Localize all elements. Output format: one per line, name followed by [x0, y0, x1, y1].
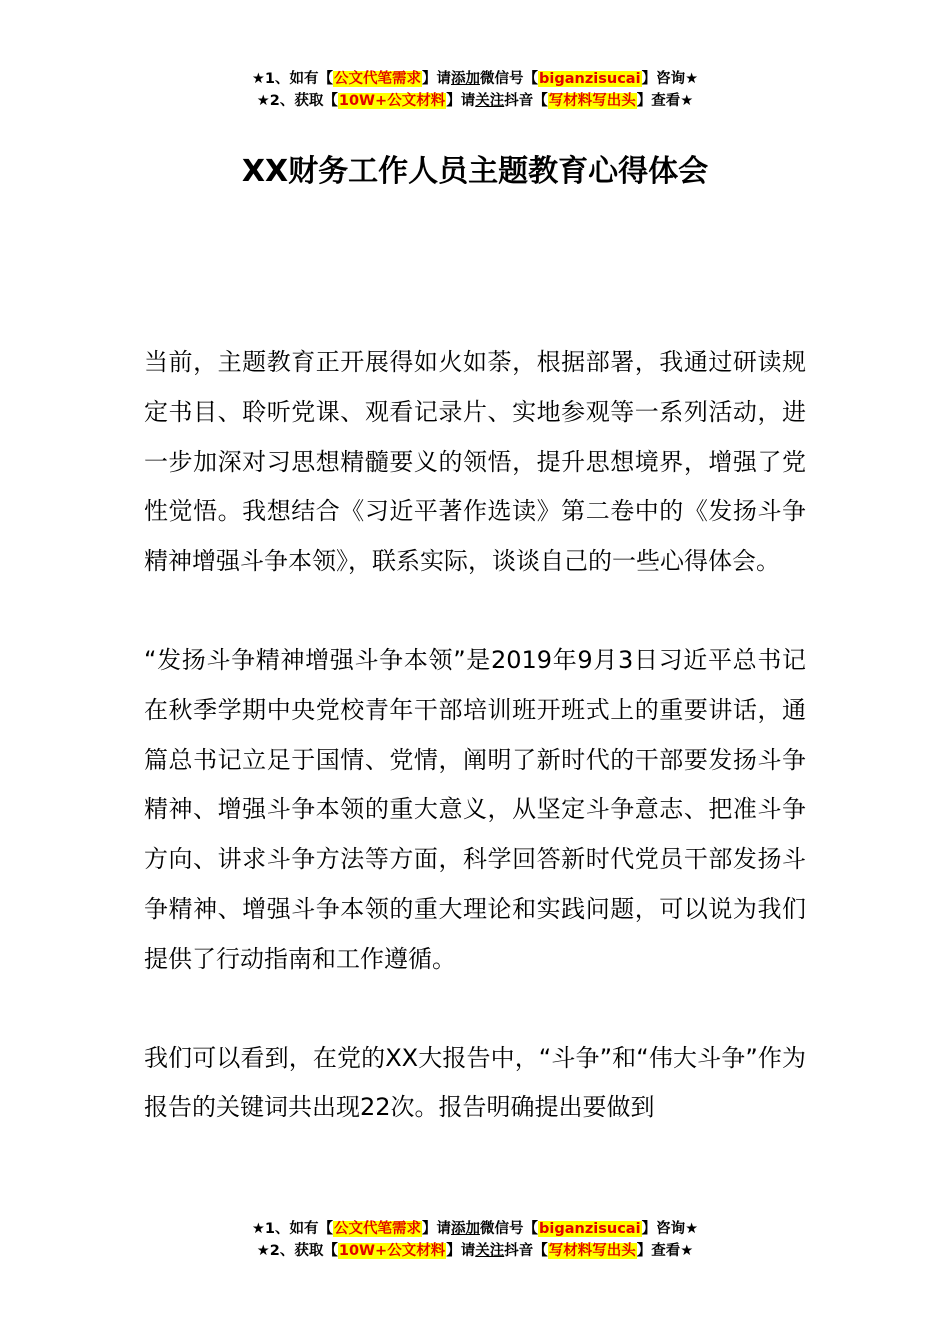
body-paragraph: 我们可以看到，在党的XX大报告中，“斗争”和“伟大斗争”作为报告的关键词共出现22次。报告明确提出要做到	[144, 1043, 806, 1122]
banner-highlight: 公文代笔需求	[334, 1221, 422, 1237]
banner-highlight: 10W+公文材料	[338, 93, 446, 109]
banner-text: 】咨询★	[641, 71, 699, 87]
document-title: XX财务工作人员主题教育心得体会	[241, 154, 709, 189]
banner-text: 】咨询★	[641, 1221, 699, 1237]
banner-text: 】查看★	[636, 1243, 694, 1259]
banner-emphasis: 关注	[475, 93, 505, 109]
banner-text: ★2、获取【	[256, 93, 338, 109]
banner-text: 抖音【	[504, 93, 548, 109]
banner-line-2	[0, 1240, 950, 1262]
banner-highlight: biganzisucai	[539, 71, 641, 87]
document-body	[144, 338, 806, 1182]
banner-text: 微信号【	[480, 71, 539, 87]
footer-banner	[0, 1218, 950, 1262]
banner-text: 】请	[422, 1221, 452, 1237]
banner-text: ★2、获取【	[256, 1243, 338, 1259]
banner-text: 】请	[422, 71, 452, 87]
banner-text: ★1、如有【	[251, 71, 334, 87]
banner-highlight: biganzisucai	[539, 1221, 641, 1237]
banner-text: 】请	[446, 93, 476, 109]
banner-text: 微信号【	[480, 1221, 539, 1237]
body-paragraph: “发扬斗争精神增强斗争本领”是2019年9月3日习近平总书记在秋季学期中央党校青年干部培训班开班式上的重要讲话，通篇总书记立足于国情、党情，阐明了新时代的干部要发扬斗争精神、增强斗争本领的重大意义，从坚定斗争意志、把准斗争方向、讲求斗争方法等方面，科学回答新时代党员干部发扬斗争精神、增强斗争本领的重大理论和实践问题，可以说为我们提供了行动指南和工作遵循。	[144, 645, 806, 973]
banner-emphasis: 添加	[451, 1221, 481, 1237]
header-banner	[0, 68, 950, 112]
banner-highlight: 写材料写出头	[548, 1243, 636, 1259]
banner-line-1	[0, 68, 950, 90]
banner-highlight: 写材料写出头	[548, 93, 636, 109]
banner-text: 】查看★	[636, 93, 694, 109]
banner-emphasis: 添加	[451, 71, 481, 87]
banner-line-1	[0, 1218, 950, 1240]
banner-line-2	[0, 90, 950, 112]
banner-emphasis: 关注	[475, 1243, 505, 1259]
banner-text: 】请	[446, 1243, 476, 1259]
banner-highlight: 公文代笔需求	[334, 71, 422, 87]
banner-text: ★1、如有【	[251, 1221, 334, 1237]
body-paragraph: 当前，主题教育正开展得如火如荼，根据部署，我通过研读规定书目、聆听党课、观看记录片、实地参观等一系列活动，进一步加深对习思想精髓要义的领悟，提升思想境界，增强了党性觉悟。我想结合《习近平著作选读》第二卷中的《发扬斗争精神增强斗争本领》，联系实际，谈谈自己的一些心得体会。	[144, 348, 806, 576]
banner-highlight: 10W+公文材料	[338, 1243, 446, 1259]
banner-text: 抖音【	[504, 1243, 548, 1259]
